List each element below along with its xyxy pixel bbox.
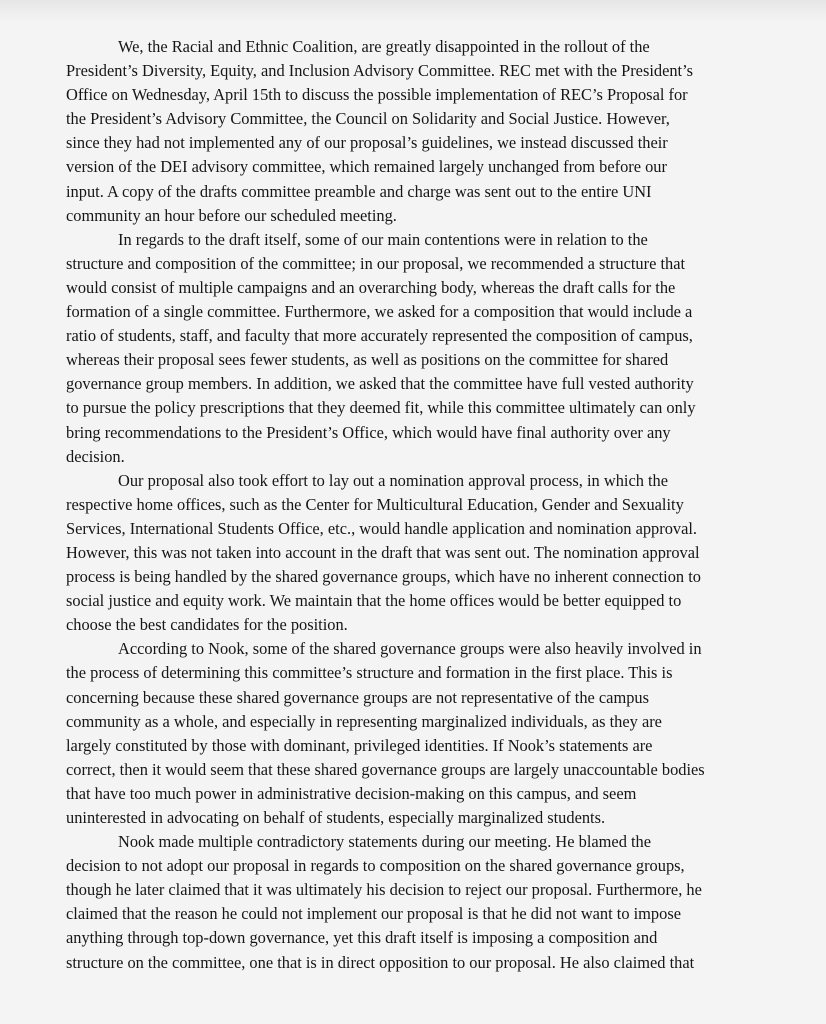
text-line: social justice and equity work. We maintain that the home offices would be better equipped to (66, 591, 682, 611)
text-line: that have too much power in administrative decision-making on this campus, and seem (66, 783, 637, 803)
text-line: uninterested in advocating on behalf of students, especially marginalized students. (66, 808, 606, 827)
text-line: to pursue the policy prescriptions that they deemed fit, while this committee ultimately can only (66, 398, 696, 418)
text-line: largely constituted by those with dominant, privileged identities. If Nook’s statements are (66, 735, 653, 755)
text-line: since they had not implemented any of our proposal’s guidelines, we instead discussed their (66, 133, 668, 153)
text-line: structure on the committee, one that is in direct opposition to our proposal. He also claimed that (66, 952, 695, 972)
text-line: community an hour before our scheduled meeting. (66, 205, 397, 225)
text-line: input. A copy of the drafts committee preamble and charge was sent out to the entire UNI (66, 181, 652, 201)
text-line: decision. (66, 446, 125, 466)
text-line: process is being handled by the shared governance groups, which have no inherent connection to (66, 567, 701, 587)
paragraph-3 (66, 469, 786, 638)
text-line: According to Nook, some of the shared governance groups were also heavily involved in (118, 639, 702, 659)
text-line: We, the Racial and Ethnic Coalition, are greatly disappointed in the rollout of the (118, 37, 650, 56)
text-line: structure and composition of the committee; in our proposal, we recommended a structure that (66, 253, 686, 273)
text-line: though he later claimed that it was ultimately his decision to reject our proposal. Furthermore, he (66, 880, 702, 900)
text-line: Nook made multiple contradictory statements during our meeting. He blamed the (118, 832, 652, 852)
text-line: President’s Diversity, Equity, and Inclusion Advisory Committee. REC met with the President’s (66, 61, 694, 81)
text-line: claimed that the reason he could not implement our proposal is that he did not want to impose (66, 904, 681, 924)
text-line: Our proposal also took effort to lay out a nomination approval process, in which the (118, 470, 669, 490)
text-line: version of the DEI advisory committee, which remained largely unchanged from before our (66, 157, 667, 177)
text-line: anything through top-down governance, yet this draft itself is imposing a composition and (66, 928, 658, 948)
paragraph-1 (66, 35, 786, 228)
text-line: Office on Wednesday, April 15th to discuss the possible implementation of REC’s Proposal for (66, 85, 688, 105)
paragraph-4 (66, 637, 786, 830)
text-line: would consist of multiple campaigns and an overarching body, whereas the draft calls for the (66, 277, 676, 297)
text-line: bring recommendations to the President’s Office, which would have final authority over any (66, 422, 671, 442)
text-line: respective home offices, such as the Center for Multicultural Education, Gender and Sexuality (66, 494, 684, 514)
text-line: In regards to the draft itself, some of our main contentions were in relation to the (118, 229, 648, 249)
paragraph-2 (66, 228, 786, 469)
text-line: However, this was not taken into account in the draft that was sent out. The nomination approval (66, 542, 700, 562)
paragraph-5 (66, 830, 786, 975)
text-line: community as a whole, and especially in representing marginalized individuals, as they are (66, 711, 662, 731)
text-line: correct, then it would seem that these shared governance groups are largely unaccountable bodies (66, 759, 705, 779)
text-line: governance group members. In addition, we asked that the committee have full vested authority (66, 374, 694, 394)
text-line: whereas their proposal sees fewer students, as well as positions on the committee for shared (66, 350, 669, 370)
text-line: choose the best candidates for the position. (66, 615, 348, 635)
text-line: the President’s Advisory Committee, the Council on Solidarity and Social Justice. However, (66, 109, 670, 129)
text-line: decision to not adopt our proposal in regards to composition on the shared governance groups, (66, 856, 685, 876)
text-line: ratio of students, staff, and faculty that more accurately represented the composition of campus, (66, 326, 693, 346)
text-line: Services, International Students Office, etc., would handle application and nomination approval. (66, 518, 698, 538)
text-line: the process of determining this committee’s structure and formation in the first place. This is (66, 663, 673, 683)
text-line: formation of a single committee. Furthermore, we asked for a composition that would include a (66, 302, 693, 322)
text-line: concerning because these shared governance groups are not representative of the campus (66, 687, 649, 707)
